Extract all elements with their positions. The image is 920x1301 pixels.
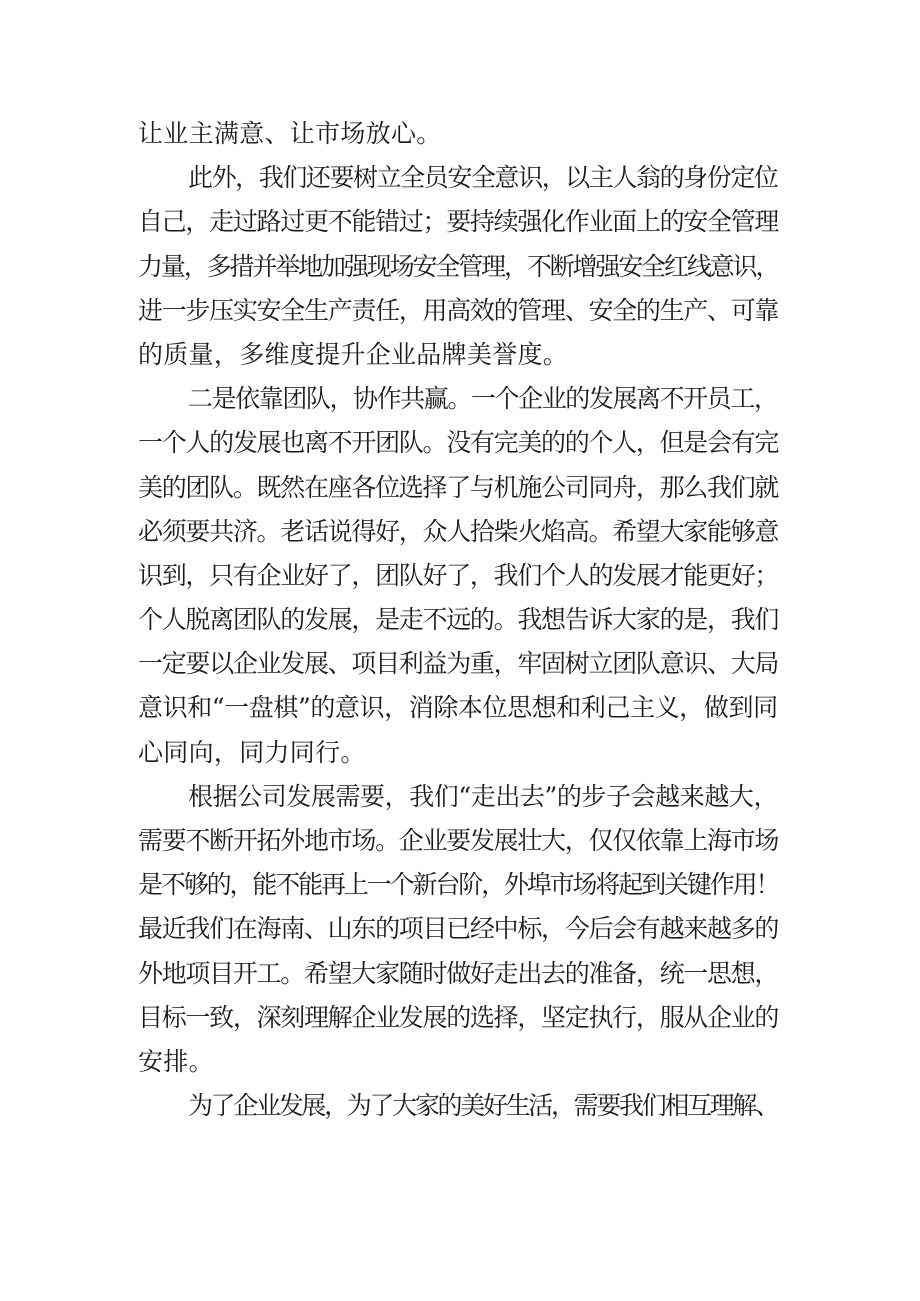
text-line: 意识和“一盘棋”的意识，消除本位思想和利己主义，做到同	[138, 693, 778, 723]
text-line: 是不够的，能不能再上一个新台阶，外埠市场将起到关键作用！	[138, 870, 779, 900]
text-line: 一个人的发展也离不开团队。没有完美的的个人，但是会有完	[138, 428, 779, 458]
text-line: 自己，走过路过更不能错过；要持续强化作业面上的安全管理	[138, 207, 779, 237]
text-line: 必须要共济。老话说得好，众人拾柴火焰高。希望大家能够意	[138, 516, 779, 546]
text-line: 需要不断开拓外地市场。企业要发展壮大，仅仅依靠上海市场	[138, 826, 779, 855]
text-line: 根据公司发展需要，我们“走出去”的步子会越来越大，	[188, 781, 779, 811]
text-line: 让业主满意、让市场放心。	[138, 119, 442, 148]
text-line: 目标一致，深刻理解企业发展的选择，坚定执行，服从企业的	[138, 1002, 779, 1032]
text-line: 心同向，同力同行。	[138, 737, 366, 767]
text-line: 为了企业发展，为了大家的美好生活，需要我们相互理解、	[188, 1091, 778, 1121]
text-line: 最近我们在海南、山东的项目已经中标，今后会有越来越多的	[138, 914, 779, 944]
text-line: 此外，我们还要树立全员安全意识，以主人翁的身份定位	[188, 163, 778, 193]
text-line: 安排。	[138, 1046, 214, 1076]
text-line: 的质量，多维度提升企业品牌美誉度。	[138, 339, 569, 369]
text-line: 识到，只有企业好了，团队好了，我们个人的发展才能更好；	[138, 560, 779, 590]
body-text	[138, 112, 778, 1128]
text-line: 二是依靠团队，协作共赢。一个企业的发展离不开员工，	[188, 384, 778, 414]
text-line: 美的团队。既然在座各位选择了与机施公司同舟，那么我们就	[138, 472, 779, 502]
text-line: 进一步压实安全生产责任，用高效的管理、安全的生产、可靠	[138, 295, 779, 325]
text-line: 个人脱离团队的发展，是走不远的。我想告诉大家的是，我们	[138, 605, 779, 635]
text-line: 一定要以企业发展、项目利益为重，牢固树立团队意识、大局	[138, 649, 779, 679]
text-line: 力量，多措并举地加强现场安全管理，不断增强安全红线意识，	[138, 251, 779, 281]
text-line: 外地项目开工。希望大家随时做好走出去的准备，统一思想，	[138, 958, 779, 988]
